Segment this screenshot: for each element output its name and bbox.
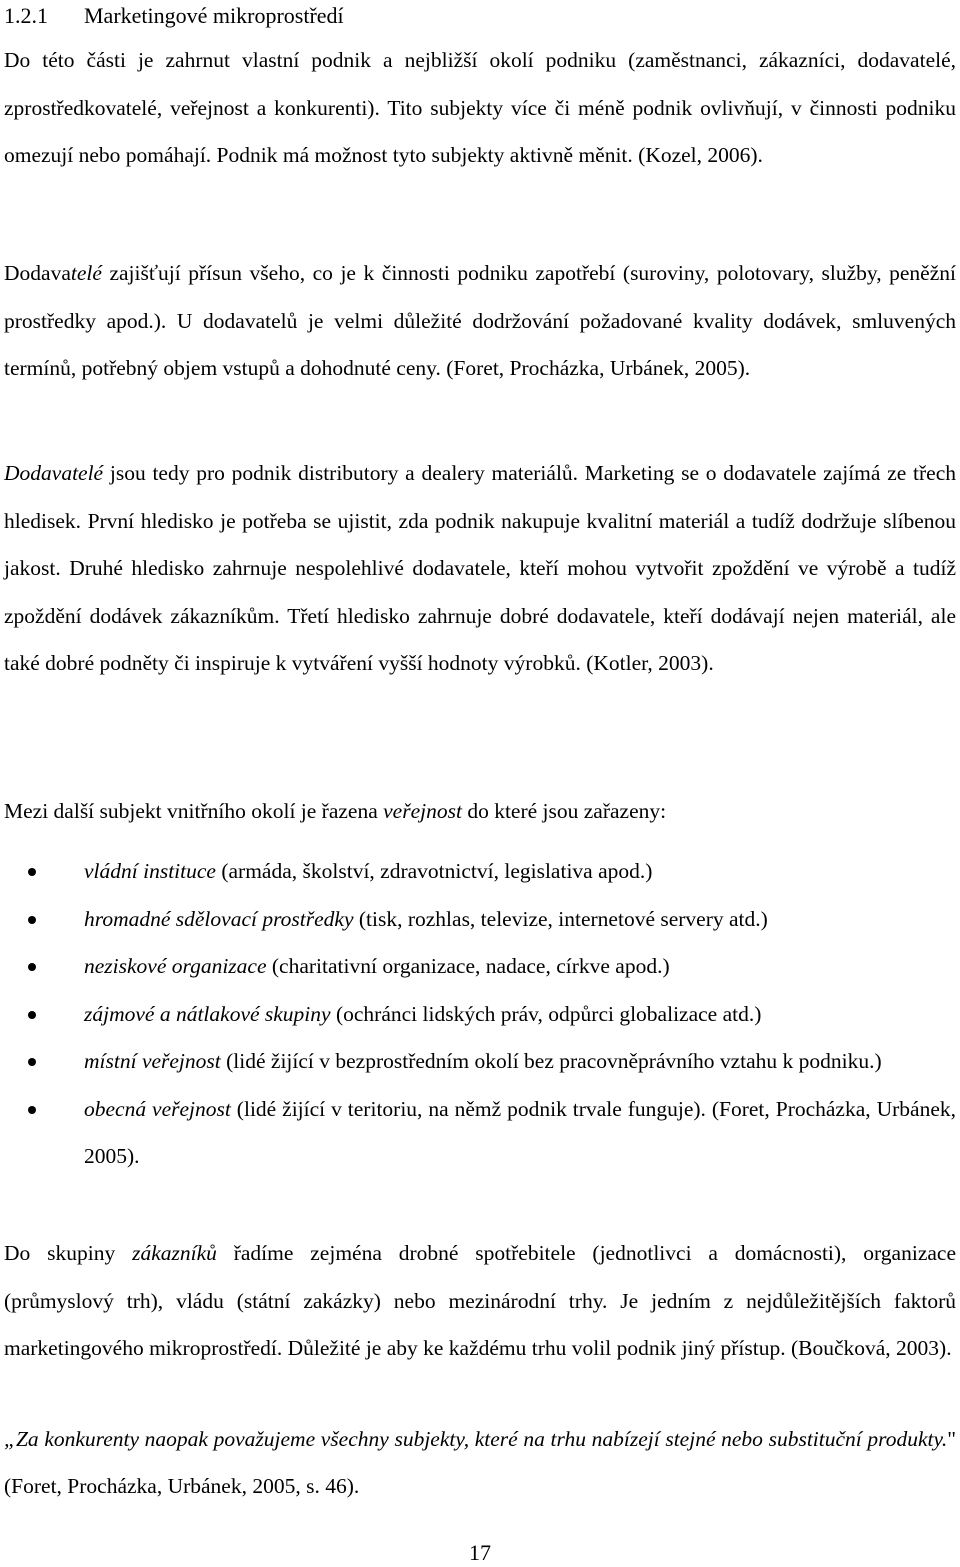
bullet-icon: [28, 1058, 36, 1066]
list-item-term: místní veřejnost: [84, 1049, 221, 1073]
suppliers-term: Dodavatelé: [4, 461, 104, 485]
suppliers-text: zajišťují přísun všeho, co je k činnosti podniku zapotřebí (suroviny, polotovary, služby, peněžní prostředky apod.). U dodavatelů je velmi důležité dodržování požadované kvality dodávek, smluvených termínů, potřebný objem vstupů a dohodnuté ceny. (Foret, Procházka, Urbánek, 2005).: [4, 261, 956, 380]
bullet-icon: [28, 868, 36, 876]
customers-term: zákazníků: [132, 1241, 217, 1265]
quote-paragraph: [4, 1416, 956, 1510]
public-intro-after: do které jsou zařazeny:: [461, 799, 667, 823]
suppliers-lead-plain: Dodava: [4, 261, 71, 285]
suppliers-marketing-paragraph: [4, 450, 956, 688]
list-item-text: (tisk, rozhlas, televize, internetové servery atd.): [353, 906, 768, 931]
intro-paragraph: Do této části je zahrnut vlastní podnik a nejbližší okolí podniku (zaměstnanci, zákazníci, dodavatelé, zprostředkovatelé, veřejnost a konkurenti). Tito subjekty více či méně podnik ovlivňují, v činnosti podniku omezují nebo pomáhají. Podnik má možnost tyto subjekty aktivně měnit. (Kozel, 2006).: [4, 48, 956, 167]
public-intro-paragraph: [4, 788, 956, 836]
suppliers-lead-italic: telé: [70, 261, 102, 285]
section-number: 1.2.1: [4, 3, 48, 28]
public-intro-before: Mezi další subjekt vnitřního okolí je řazena: [4, 799, 384, 823]
quote-italic: „Za konkurenty naopak považujeme všechny subjekty, které na trhu nabízejí stejné nebo substituční produkty.: [4, 1427, 948, 1451]
list-item-text: (charitativní organizace, nadace, církve apod.): [266, 954, 670, 978]
quote-citation: " (Foret, Procházka, Urbánek, 2005, s. 46).: [4, 1427, 956, 1498]
list-item: [4, 1038, 956, 1086]
public-term: veřejnost: [383, 799, 462, 823]
public-list: [4, 848, 956, 1181]
list-item-text: (lidé žijící v bezprostředním okolí bez pracovněprávního vztahu k podniku.): [220, 1049, 882, 1073]
suppliers-paragraph: [4, 250, 956, 393]
list-item-term: neziskové organizace: [84, 954, 267, 978]
customers-paragraph: [4, 1230, 956, 1373]
list-item: [4, 848, 956, 896]
section-heading: [4, 2, 344, 30]
list-item-term: zájmové a nátlakové skupiny: [84, 1001, 331, 1026]
customers-after: řadíme zejména drobné spotřebitele (jednotlivci a domácnosti), organizace (průmyslový trh), vládu (státní zakázky) nebo mezinárodní trhy. Je jedním z nejdůležitějších faktorů marketingového mikroprostředí. Důležité je aby ke každému trhu volil podnik jiný přístup. (Boučková, 2003).: [4, 1241, 956, 1360]
suppliers-marketing-text: jsou tedy pro podnik distributory a dealery materiálů. Marketing se o dodavatele zajímá ze třech hledisek. První hledisko je potřeba se ujistit, zda podnik nakupuje kvalitní materiál a tudíž dodržuje slíbenou jakost. Druhé hledisko zahrnuje nespolehlivé dodavatele, kteří mohou vytvořit zpoždění ve výrobě a tudíž zpoždění dodávek zákazníkům. Třetí hledisko zahrnuje dobré dodavatele, kteří dodávají nejen materiál, ale také dobré podněty či inspiruje k vytváření vyšší hodnoty výrobků. (Kotler, 2003).: [4, 461, 956, 675]
bullet-icon: [28, 1106, 36, 1114]
bullet-icon: [28, 916, 36, 924]
list-item-term: hromadné sdělovací prostředky: [84, 906, 354, 931]
list-item: [4, 1086, 956, 1181]
customers-before: Do skupiny: [4, 1241, 133, 1265]
list-item: [4, 991, 956, 1039]
section-title: Marketingové mikroprostředí: [84, 3, 344, 28]
list-item: [4, 943, 956, 991]
bullet-icon: [28, 963, 36, 971]
page-number: 17: [469, 1540, 491, 1565]
bullet-icon: [28, 1011, 36, 1019]
list-item-text: (ochránci lidských práv, odpůrci globalizace atd.): [330, 1001, 762, 1026]
list-item-term: vládní instituce: [84, 859, 216, 883]
list-item-text: (lidé žijící v teritoriu, na němž podnik trvale funguje). (Foret, Procházka, Urbánek, 2005).: [84, 1096, 956, 1168]
list-item-text: (armáda, školství, zdravotnictví, legislativa apod.): [215, 859, 653, 883]
list-item: [4, 896, 956, 944]
list-item-term: obecná veřejnost: [84, 1096, 231, 1121]
